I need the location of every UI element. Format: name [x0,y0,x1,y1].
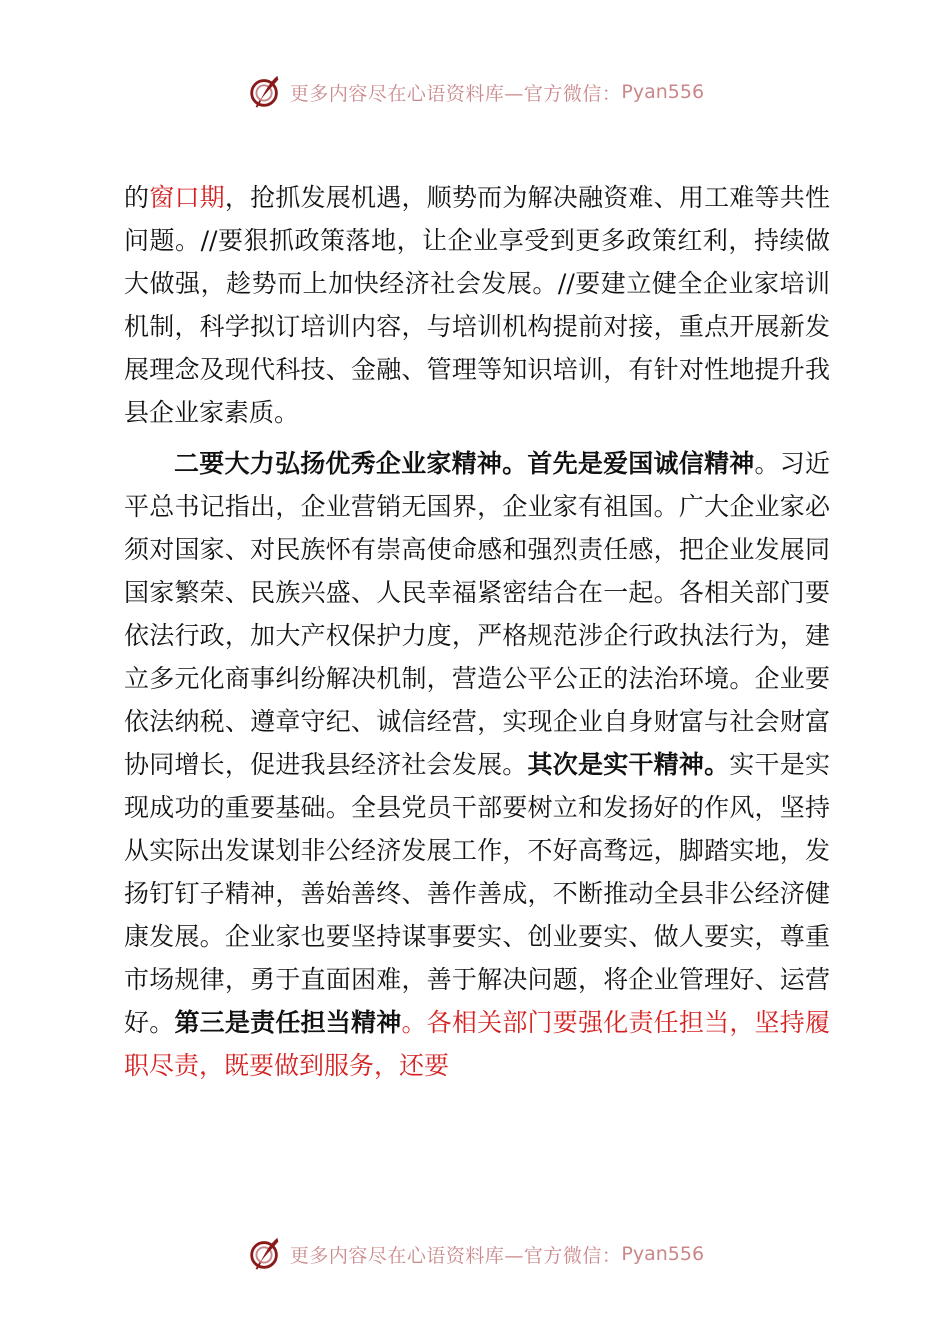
highlight-window-period: 窗口期 [149,183,225,212]
watermark-text: 更多内容尽在心语资料库—官方微信： [289,1244,622,1267]
header-watermark [0,70,950,114]
quill-pen-logo-icon [246,1235,284,1273]
text-run: ，抢抓发展机遇，顺势而为解决融资难、用工难等共性问题。//要狠抓政策落地，让企业享受到更多政策红利，持续做大做强，趁势而上加快经济社会发展。//要建立健全企业家培训机制，科学拟订培训内容，与培训机构提前对接，重点开展新发展理念及现代科技、金融、管理等知识培训，有针对性地提升我县企业家素质。 [124,183,830,427]
heading-run: 其次是实干精神。 [527,750,730,779]
heading-run: 第三是责任担当精神 [174,1008,402,1037]
text-run: 的 [124,183,150,212]
watermark-id: Pyan556 [621,81,705,103]
watermark-text: 更多内容尽在心语资料库—官方微信： [289,82,622,105]
text-run: 实干是实现成功的重要基础。全县党员干部要树立和发扬好的作风，坚持从实际出发谋划非公经济发展工作，不好高骛远，脚踏实地，发扬钉钉子精神，善始善终、善作善成，不断推动全县非公经济健康发展。企业家也要坚持谋事要实、创业要实、做人要实，尊重市场规律，勇于直面困难，善于解决问题，将企业管理好、运营好。 [124,750,830,1037]
heading-run: 二要大力弘扬优秀企业家精神。首先是爱国诚信精神 [174,449,755,478]
document-body [124,176,830,1087]
footer-watermark [0,1232,950,1276]
quill-pen-logo-icon [246,73,284,111]
paragraph-2 [124,442,830,1087]
paragraph-1 [124,176,830,434]
text-run: 。习近平总书记指出，企业营销无国界，企业家有祖国。广大企业家必须对国家、对民族怀有崇高使命感和强烈责任感，把企业发展同国家繁荣、民族兴盛、人民幸福紧密结合在一起。各相关部门要依法行政，加大产权保护力度，严格规范涉企行政执法行为，建立多元化商事纠纷解决机制，营造公平公正的法治环境。企业要依法纳税、遵章守纪、诚信经营，实现企业自身财富与社会财富协同增长，促进我县经济社会发展。 [124,449,830,779]
watermark-id: Pyan556 [621,1243,705,1265]
highlight-run: 。各相关部门要强化责任担当，坚持履职尽责，既要做到服务，还要 [124,1008,830,1080]
